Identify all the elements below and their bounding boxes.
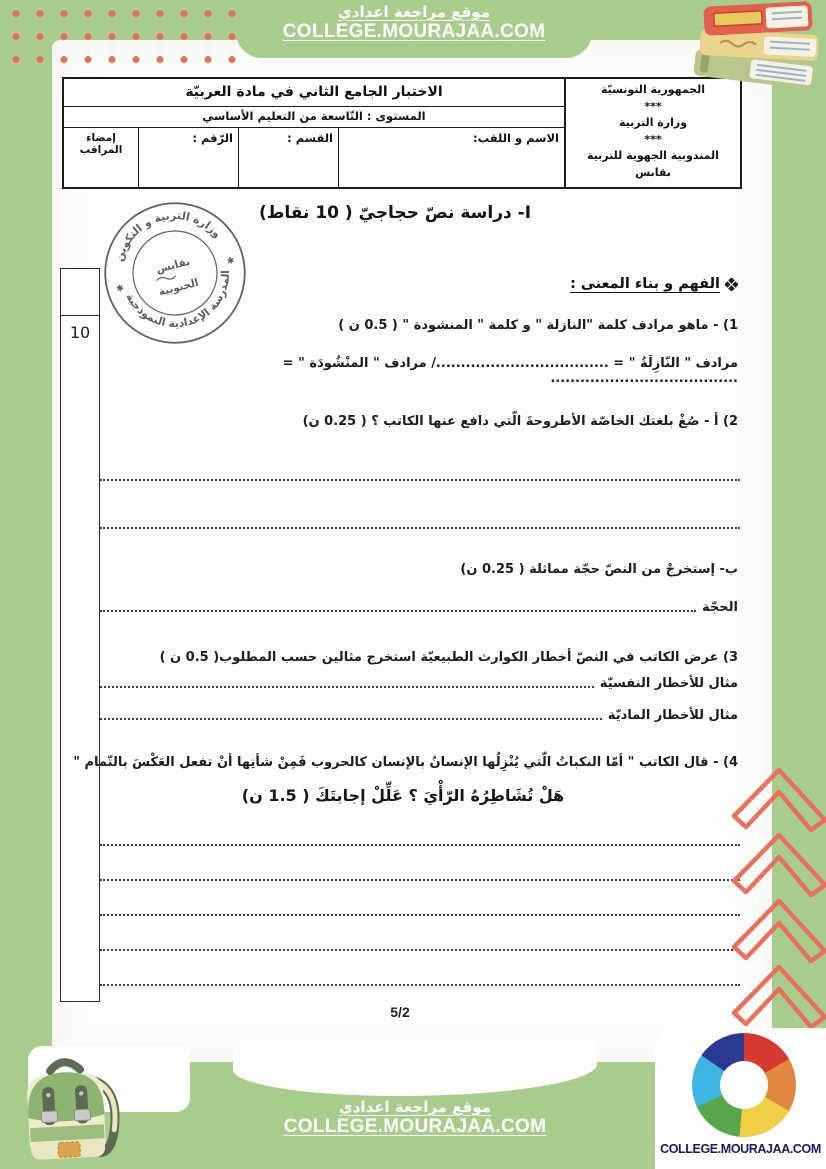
chevron-up-icon (732, 899, 826, 963)
question-4-line2: هَلْ تُشَاطِرُهُ الرّأْيَ ؟ عَلِّلْ إجابتَكَ ( 1.5 ن) (241, 786, 565, 805)
answer-dotted-line (100, 478, 740, 481)
answer-dotted-fill (100, 686, 594, 688)
class-field-label: القسم : (239, 128, 339, 187)
chevron-up-icon (732, 768, 826, 832)
comprehension-heading: الفهم و بناء المعنى : (570, 276, 720, 292)
site-logo-text: COLLEGE.MOURAJAA.COM (660, 1142, 821, 1156)
question-2b: ب- إستخرجْ من النصّ حجّة مماثلة ( 0.25 ن) (460, 562, 738, 577)
paper-sheet (52, 40, 772, 1062)
score-margin-box (60, 268, 100, 1002)
authority-line: الجمهورية التونسيّة (600, 83, 706, 96)
exam-table-main (64, 79, 564, 187)
comprehension-heading-row (570, 276, 738, 292)
material-example-line (100, 708, 738, 723)
question-1-answer-line: مرادف " النّازِلَةُ " = .................................../ مرادف " المنْشُودَة " = ...................................... (282, 356, 738, 386)
answer-dotted-line (100, 913, 740, 916)
stamp-inner-line2: الجنوبية (157, 276, 200, 299)
score-total: 10 (69, 323, 91, 342)
site-name: موقع مراجعة اعدادي (339, 1098, 491, 1116)
student-info-row (64, 128, 564, 187)
site-banner-bottom (200, 1098, 630, 1138)
question-3: 3) عرض الكاتب في النصّ أخطار الكوارث الطبيعيّة استخرج مثالين حسب المطلوب( 0.5 ن ) (159, 650, 738, 665)
answer-dotted-line (100, 843, 740, 846)
authority-line: وزارة التربية (618, 116, 688, 129)
question-1: 1) - ماهو مرادف كلمة "النازلة " و كلمة " المنشودة " ( 0.5 ن ) (338, 318, 738, 333)
number-field-label: الرّقم : (139, 128, 239, 187)
authority-separator: *** (644, 99, 662, 113)
stamp-star-left: ✱ (115, 283, 126, 295)
authority-line: المندوبية الجهوية للتربية (587, 149, 719, 162)
psych-example-line (100, 676, 738, 691)
material-example-label: مثال للأخطار الماديّة (607, 708, 738, 723)
svg-text:المدرسة الإعدادية النموذجية (123, 267, 244, 342)
answer-dotted-fill (100, 718, 602, 720)
exam-title: الاختبار الجامع الثاني في مادة العربيّة (64, 79, 564, 107)
diamond-bullet-icon (725, 278, 738, 291)
answer-dotted-line (100, 878, 740, 881)
site-url: COLLEGE.MOURAJAA.COM (282, 21, 546, 42)
backpack-illustration (13, 1047, 129, 1168)
stamp-outer-bottom-text: المدرسة الإعدادية النموذجية (123, 270, 233, 331)
question-4-line1: 4) - قال الكاتب " أمّا النكباتُ الّتي يُنْزِلُها الإنسانُ بالإنسان كالحروب فَمِنْ شأنِها أنْ تفعل العَكْسَ بالتّمام " (73, 755, 738, 770)
stamp-outer-top-text: وزارة التربية و التكوين (112, 208, 224, 263)
site-logo-wheel-icon (692, 1033, 796, 1137)
hujja-label: الحجّة (702, 600, 738, 615)
stamp-star-right: ✱ (226, 255, 236, 268)
authority-separator: *** (644, 132, 662, 146)
dots-pattern-decoration (0, 0, 236, 64)
stamp-inner-line1: بقابس (155, 255, 192, 276)
question-2a: 2) أ - صُغْ بلغتك الخاصّة الأطروحةَ الّتي دافع عنها الكاتب ؟ ( 0.25 ن) (302, 414, 738, 429)
chevron-up-icon (732, 965, 826, 1029)
answer-dotted-fill (100, 610, 696, 612)
chevron-up-icon (732, 833, 826, 897)
site-banner-top (236, 0, 592, 58)
exam-header-table (62, 77, 742, 189)
page-number: 5/2 (390, 1004, 410, 1020)
score-box-divider (61, 315, 99, 316)
site-name: موقع مراجعة اعدادي (338, 3, 490, 21)
paper-bottom-curve (233, 1038, 597, 1096)
site-url: COLLEGE.MOURAJAA.COM (283, 1116, 547, 1137)
answer-dotted-line (100, 948, 740, 951)
supervisor-signature-label: إمضاء المراقب (64, 128, 139, 187)
exam-level: المستوى : التّاسعة من التعليم الأساسي (64, 107, 564, 128)
student-name-field-label: الاسم و اللقب: (473, 131, 559, 145)
answer-dotted-line (100, 526, 740, 529)
document-title: I- دراسة نصّ حجاجيّ ( 10 نقاط) (258, 203, 532, 223)
psych-example-label: مثال للأخطار النفسيّة (599, 676, 738, 691)
books-stack-illustration (692, 0, 824, 96)
hujja-answer-line (100, 600, 738, 615)
authority-line: بقابس (635, 165, 671, 179)
answer-dotted-line (100, 983, 740, 986)
